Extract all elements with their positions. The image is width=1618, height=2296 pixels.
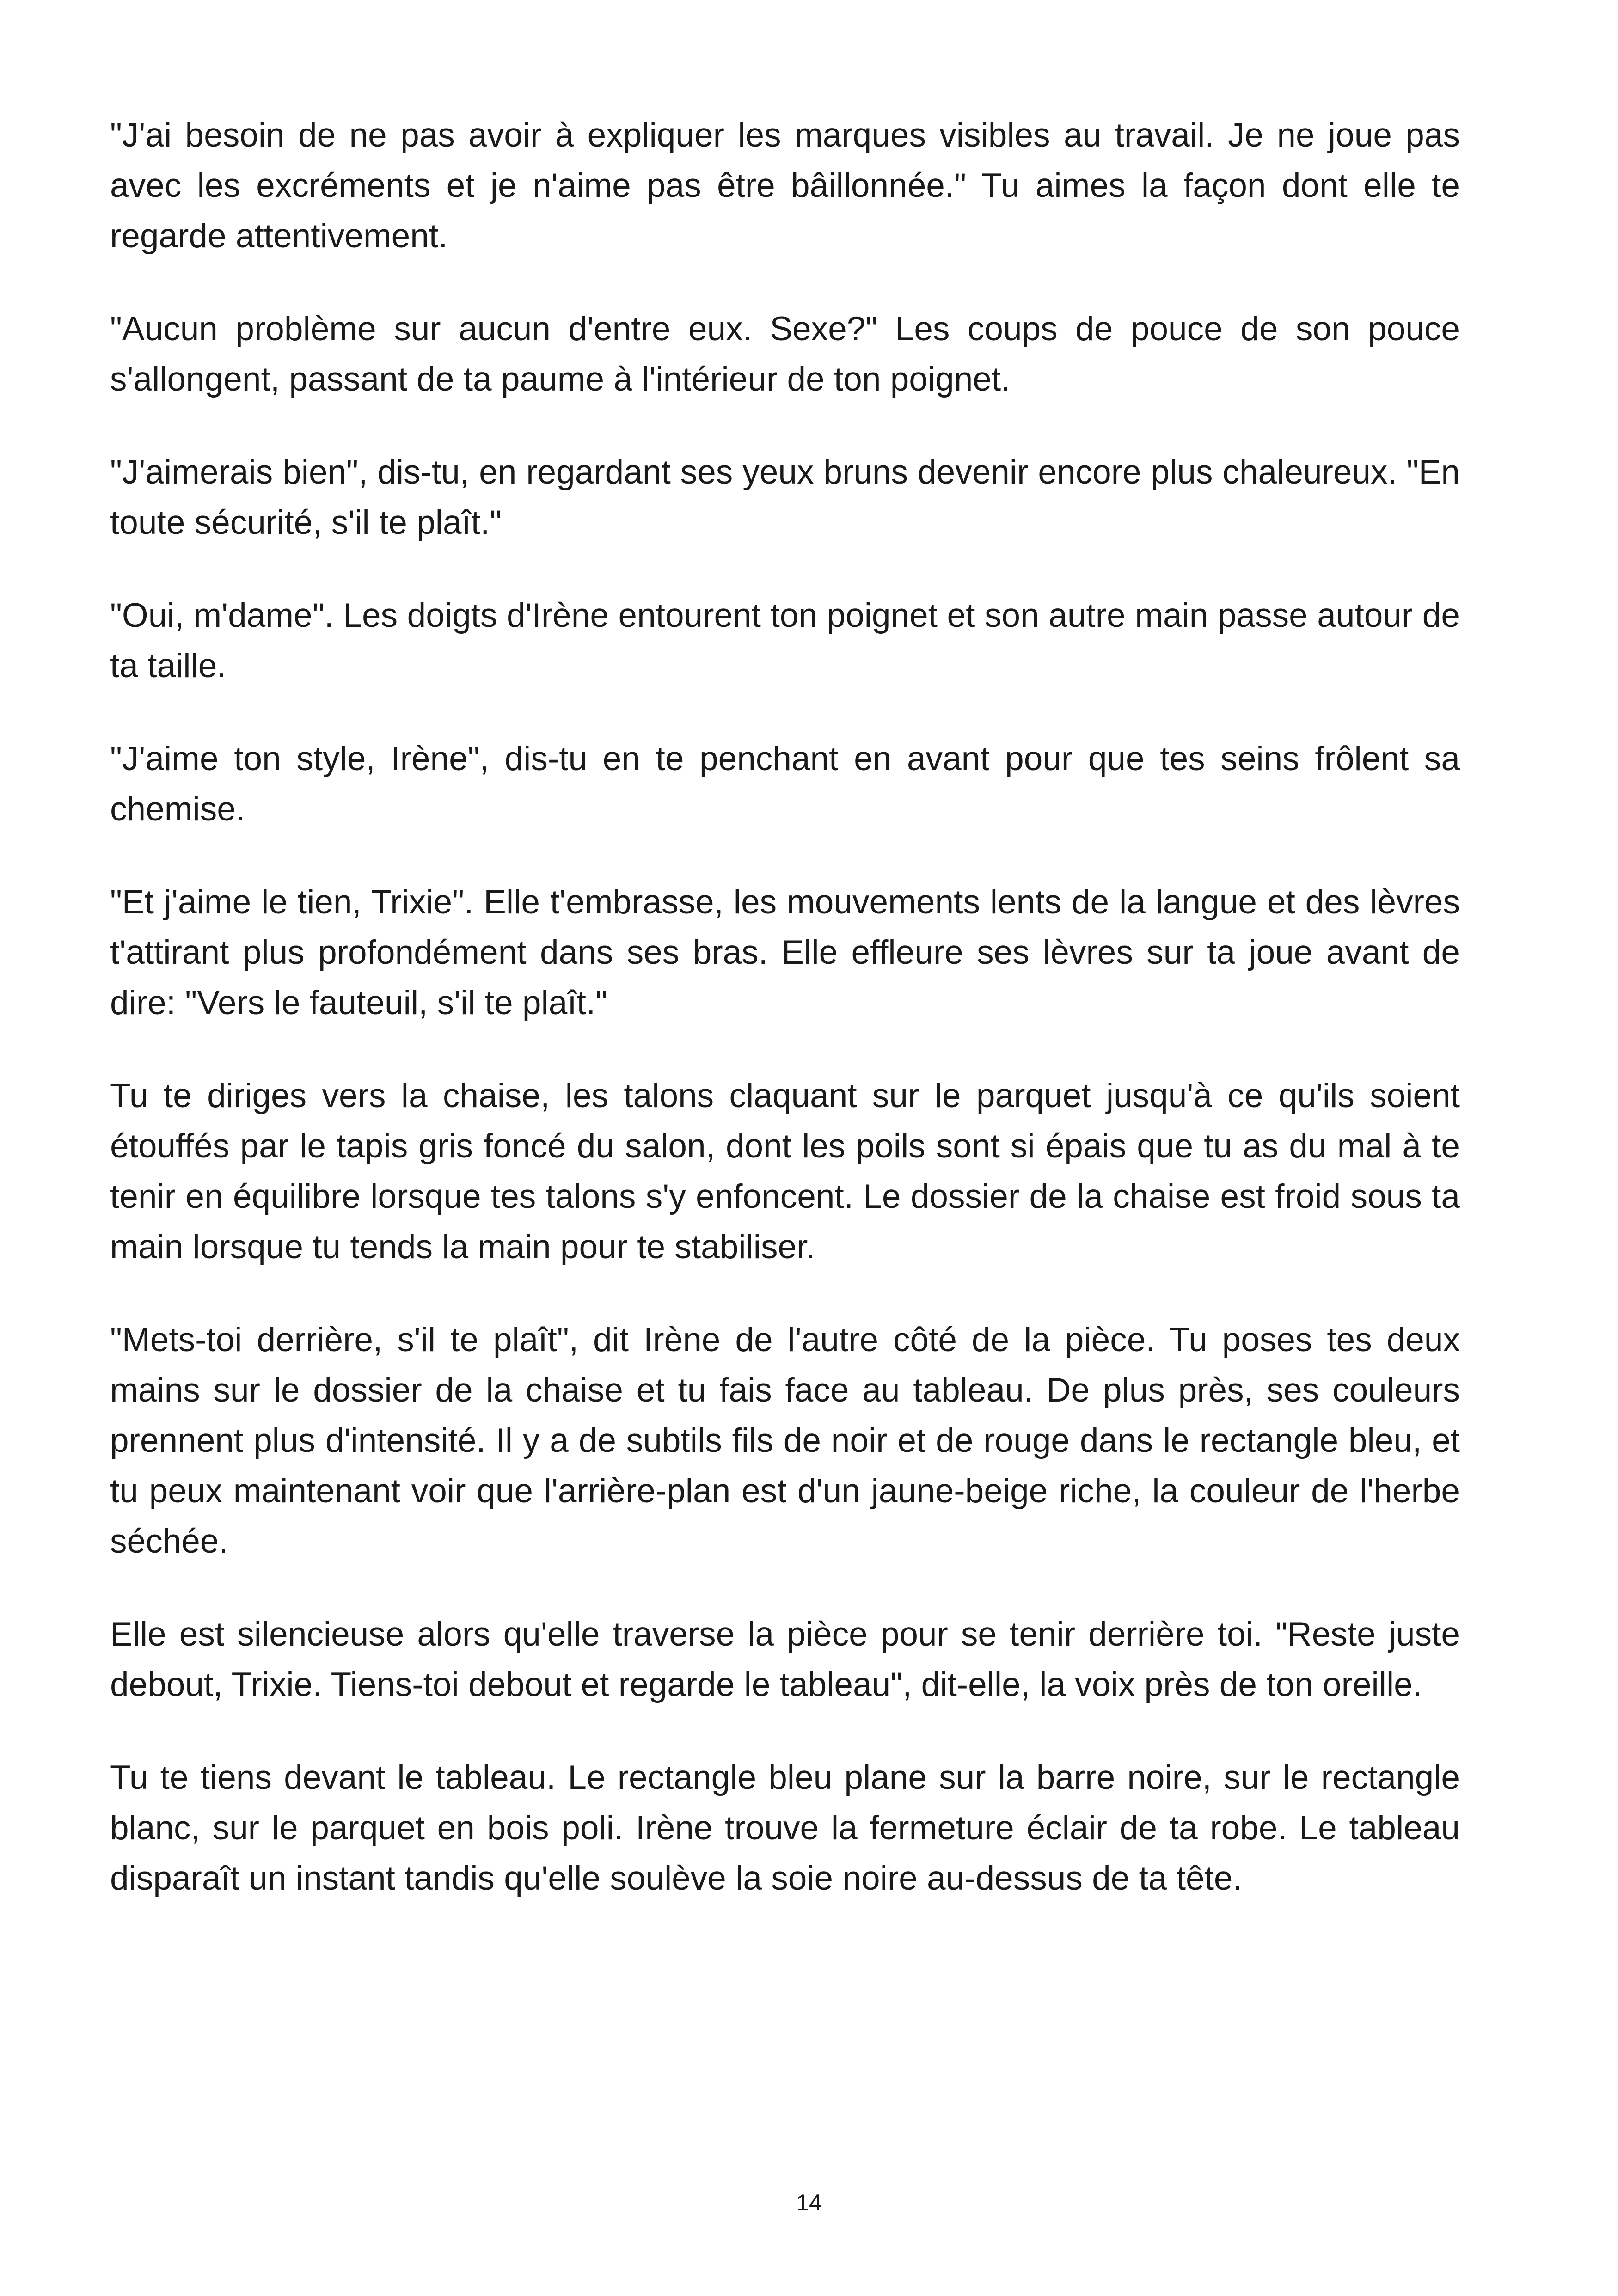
paragraph: "J'aimerais bien", dis-tu, en regardant ses yeux bruns devenir encore plus chaleureux. "En toute sécurité, s'il te plaît." [110, 453, 1460, 541]
paragraph: Elle est silencieuse alors qu'elle traverse la pièce pour se tenir derrière toi. "Reste juste debout, Trixie. Tiens-toi debout et regarde le tableau", dit-elle, la voix près de ton oreille. [110, 1616, 1460, 1703]
paragraph: "Oui, m'dame". Les doigts d'Irène entourent ton poignet et son autre main passe autour de ta taille. [110, 597, 1460, 685]
paragraph: Tu te tiens devant le tableau. Le rectangle bleu plane sur la barre noire, sur le rectangle blanc, sur le parquet en bois poli. Irène trouve la fermeture éclair de ta robe. Le tableau disparaît un instant tandis qu'elle soulève la soie noire au-dessus de ta tête. [110, 1759, 1460, 1897]
paragraph: "Aucun problème sur aucun d'entre eux. Sexe?" Les coups de pouce de son pouce s'allongent, passant de ta paume à l'intérieur de ton poignet. [110, 310, 1460, 398]
body-text [110, 110, 1460, 1946]
paragraph: "J'ai besoin de ne pas avoir à expliquer les marques visibles au travail. Je ne joue pas avec les excréments et je n'aime pas être bâillonnée." Tu aimes la façon dont elle te regarde attentivement. [110, 116, 1460, 255]
paragraph: "Et j'aime le tien, Trixie". Elle t'embrasse, les mouvements lents de la langue et des lèvres t'attirant plus profondément dans ses bras. Elle effleure ses lèvres sur ta joue avant de dire: "Vers le fauteuil, s'il te plaît." [110, 883, 1460, 1022]
paragraph: Tu te diriges vers la chaise, les talons claquant sur le parquet jusqu'à ce qu'ils soient étouffés par le tapis gris foncé du salon, dont les poils sont si épais que tu as du mal à te tenir en équilibre lorsque tes talons s'y enfoncent. Le dossier de la chaise est froid sous ta main lorsque tu tends la main pour te stabiliser. [110, 1077, 1460, 1266]
page-number: 14 [796, 2190, 822, 2216]
paragraph: "Mets-toi derrière, s'il te plaît", dit Irène de l'autre côté de la pièce. Tu poses tes deux mains sur le dossier de la chaise et tu fais face au tableau. De plus près, ses couleurs prennent plus d'intensité. Il y a de subtils fils de noir et de rouge dans le rectangle bleu, et tu peux maintenant voir que l'arrière-plan est d'un jaune-beige riche, la couleur de l'herbe séchée. [110, 1321, 1460, 1560]
paragraph: "J'aime ton style, Irène", dis-tu en te penchant en avant pour que tes seins frôlent sa chemise. [110, 740, 1460, 828]
